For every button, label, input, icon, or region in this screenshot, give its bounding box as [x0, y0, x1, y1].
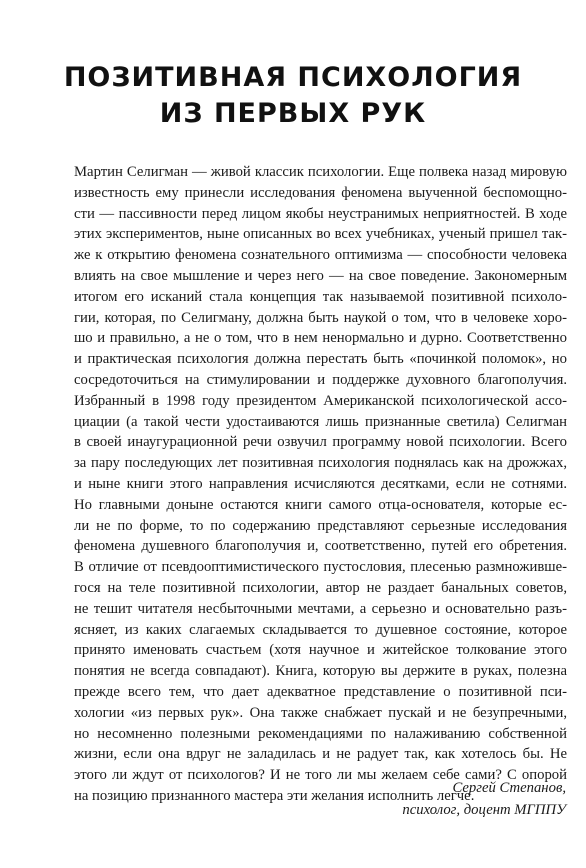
text-line: в своей инаугурационной речи озвучил программу новой психологии. Всего: [74, 434, 567, 451]
text-line: Мартин Селигман — живой классик психологии. Еще полвека назад мировую: [74, 164, 567, 180]
text-line: не тешит читателя несбыточными мечтами, а серьезно и основательно разъ-: [74, 600, 567, 617]
text-line: прежде всего тем, что дает адекватное представление о позитивной пси-: [74, 683, 567, 700]
text-line: но несомненно полезными рекомендациями по налаживанию собственной: [74, 725, 567, 742]
text-line: принято именовать счастьем (хотя научное и житейское толкование этого: [74, 642, 567, 659]
text-line: и ныне книги этого направления исчисляются десятками, если не сотнями.: [74, 475, 567, 492]
text-line: на позицию признанного мастера эти желания исполнить легче.: [74, 787, 475, 804]
text-line: гии, которая, по Селигману, должна быть наукой о том, что в человеке хоро-: [74, 309, 567, 326]
text-line: жизни, если она вдруг не заладилась и не радует так, как хотелось бы. Не: [74, 746, 567, 763]
signature-name: Сергей Степанов,: [452, 780, 566, 796]
text-line: этих экспериментов, ныне описанных во всех учебниках, ученый пришел так-: [74, 226, 567, 243]
body-paragraph: [74, 162, 567, 807]
text-line: же к открытию феномена сознательного оптимизма — способности человека: [74, 247, 567, 264]
text-line: Но главными доныне остаются книги самого отца-основателя, которые ес-: [74, 496, 567, 513]
page-title: [0, 60, 586, 132]
text-line: циации (а такой чести удостаиваются лишь признанные светила) Селигман: [74, 413, 567, 430]
title-line-1: ПОЗИТИВНАЯ ПСИХОЛОГИЯ: [63, 62, 523, 93]
signature: [402, 777, 566, 821]
signature-position: психолог, доцент МГППУ: [402, 802, 566, 818]
text-line: влиять на свое мышление и через него — на свое поведение. Закономерным: [74, 267, 567, 284]
text-line: феномена душевного благополучия и, соответственно, путей его обретения.: [74, 538, 567, 555]
text-line: и практическая психология должна перестать быть «починкой поломок», но: [74, 351, 567, 368]
text-line: сосредоточиться на стимулировании и поддержке духовного благополучия.: [74, 371, 567, 388]
text-line: ясняет, из каких слагаемых складывается то душевное состояние, которое: [74, 621, 567, 638]
text-line: В отличие от псевдооптимистического пустословия, плесенью размноживше-: [74, 559, 567, 576]
text-line: этого ли ждут от психологов? И не того ли мы желаем себе сами? С опорой: [74, 767, 567, 784]
text-line: Избранный в 1998 году президентом Американской психологической ассо-: [74, 392, 567, 409]
text-line: сти — пассивности перед лицом якобы неустранимых неприятностей. В ходе: [74, 205, 567, 222]
title-line-2: ИЗ ПЕРВЫХ РУК: [159, 98, 427, 129]
text-line: итогом его исканий стала концепция так называемой позитивной психоло-: [74, 288, 567, 305]
text-line: шо и правильно, а не о том, что в нем ненормально и дурно. Соответственно: [74, 330, 567, 347]
text-line: ли не по форме, то по содержанию представляют серьезные исследования: [74, 517, 567, 534]
text-line: известность ему принесли исследования феномена выученной беспомощно-: [74, 184, 567, 201]
text-line: гося на теле позитивной психологии, автор не раздает банальных советов,: [74, 579, 567, 596]
text-line: за пару последующих лет позитивная психология поднялась как на дрожжах,: [74, 455, 567, 472]
text-line: хологии «из первых рук». Она также снабжает пускай и не безупречными,: [74, 704, 567, 721]
text-line: понятия не всегда совпадают). Книга, которую вы держите в руках, полезна: [74, 663, 567, 680]
